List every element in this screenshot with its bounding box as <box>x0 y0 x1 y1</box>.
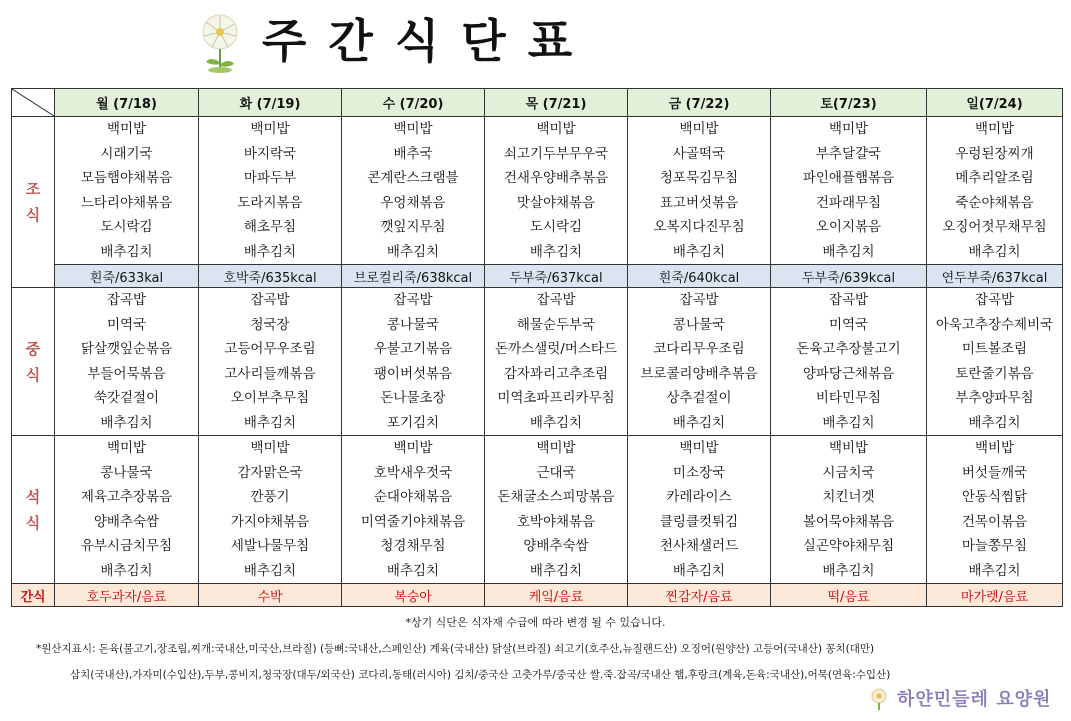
snack-label: 간식 <box>12 584 55 607</box>
porridge-cell: 흰죽/640kcal <box>628 265 771 288</box>
menu-item: 배추김치 <box>672 414 726 431</box>
menu-item: 미역국 <box>106 316 147 333</box>
menu-item: 배추국 <box>393 145 433 162</box>
menu-item: 파인애플햄볶음 <box>802 170 895 186</box>
menu-item: 마늘쫑무침 <box>961 538 1028 554</box>
menu-item: 쇠고기두부무우국 <box>503 145 609 162</box>
day-header: 월 (7/18) <box>55 89 199 117</box>
menu-item: 배추김치 <box>968 414 1021 431</box>
snack-cell: 복숭아 <box>342 584 485 607</box>
corner-cell <box>12 89 55 117</box>
porridge-row <box>12 265 1063 288</box>
menu-item: 감자맑은국 <box>237 464 303 481</box>
label-char: 조 <box>25 180 41 198</box>
menu-item: 돈육고추장불고기 <box>796 341 901 357</box>
menu-item: 잡곡밥 <box>393 292 433 308</box>
snack-cell: 수박 <box>199 584 342 607</box>
menu-item: 해초무침 <box>243 219 297 235</box>
menu-item: 백미밥 <box>250 121 290 137</box>
menu-item: 잡곡밥 <box>679 292 719 308</box>
lunch-cell <box>628 288 771 436</box>
menu-item: 제육고추장볶음 <box>80 489 173 505</box>
menu-item: 표고버섯볶음 <box>659 194 739 211</box>
dinner-cell <box>485 436 628 584</box>
menu-item: 청경채무침 <box>380 538 446 554</box>
dinner-cell <box>927 436 1063 584</box>
menu-item: 잡곡밥 <box>536 292 576 308</box>
menu-item: 미소장국 <box>672 464 726 481</box>
menu-item: 비타민무침 <box>815 390 882 406</box>
menu-item: 오징어젓무채무침 <box>942 219 1047 235</box>
menu-item: 아욱고추장수제비국 <box>935 316 1054 333</box>
menu-item: 도시락김 <box>100 219 153 235</box>
dinner-label <box>12 436 55 584</box>
menu-item: 배추김치 <box>243 414 297 431</box>
header <box>0 0 1071 86</box>
menu-item: 배추김치 <box>386 562 440 579</box>
breakfast-label <box>12 117 55 288</box>
dinner-cell <box>342 436 485 584</box>
day-header-row <box>12 89 1063 117</box>
menu-item: 백미밥 <box>393 121 433 137</box>
menu-item: 시금치국 <box>822 464 875 481</box>
day-header: 화 (7/19) <box>199 89 342 117</box>
snack-cell: 떡/음료 <box>771 584 927 607</box>
menu-item: 가지야채볶음 <box>230 513 310 530</box>
menu-item: 배추김치 <box>822 414 875 431</box>
menu-item: 배추김치 <box>243 243 297 260</box>
menu-item: 미역줄기야채볶음 <box>360 513 466 530</box>
menu-item: 배추김치 <box>386 243 440 260</box>
menu-item: 유부시금치무침 <box>80 538 173 554</box>
facility-name: 하얀민들레 요양원 <box>897 689 1052 710</box>
menu-item: 우렁된장찌개 <box>955 145 1034 162</box>
snack-cell: 케잌/음료 <box>485 584 628 607</box>
label-char: 중 <box>25 339 41 358</box>
menu-item: 배추김치 <box>529 414 583 431</box>
menu-item: 잡곡밥 <box>974 292 1015 308</box>
menu-item: 사골떡국 <box>672 145 726 162</box>
lunch-cell <box>55 288 199 436</box>
menu-item: 백미밥 <box>250 440 290 456</box>
menu-item: 감자꽈리고추조림 <box>503 365 609 382</box>
menu-item: 백미밥 <box>974 121 1015 137</box>
dinner-row <box>12 436 1063 584</box>
menu-item: 순대야채볶음 <box>373 489 453 505</box>
dinner-cell <box>199 436 342 584</box>
dinner-cell <box>55 436 199 584</box>
breakfast-cell <box>485 117 628 265</box>
day-header: 수 (7/20) <box>342 89 485 117</box>
menu-item: 건목이볶음 <box>961 513 1028 530</box>
menu-item: 백미밥 <box>536 440 576 456</box>
menu-item: 오복지다진무침 <box>653 219 745 235</box>
menu-item: 배추김치 <box>243 562 297 579</box>
menu-item: 배추김치 <box>100 562 153 579</box>
menu-item: 도라지볶음 <box>237 194 303 211</box>
menu-item: 마파두부 <box>243 170 297 186</box>
menu-item: 호박야채볶음 <box>516 513 596 530</box>
dandelion-logo-icon <box>867 687 891 711</box>
menu-item: 양파당근채볶음 <box>802 365 895 382</box>
dinner-cell <box>628 436 771 584</box>
menu-item: 배추김치 <box>672 562 726 579</box>
label-char: 식 <box>25 365 41 384</box>
menu-item: 잡곡밥 <box>828 292 869 308</box>
lunch-cell <box>927 288 1063 436</box>
lunch-cell <box>485 288 628 436</box>
label-char: 식 <box>25 513 41 532</box>
menu-item: 고등어무우조림 <box>224 341 316 357</box>
menu-item: 오이부추무침 <box>230 390 310 406</box>
menu-item: 미역초파프리카무침 <box>497 390 615 406</box>
menu-item: 배추김치 <box>968 243 1021 260</box>
menu-item: 백미밥 <box>679 440 719 456</box>
porridge-cell: 호박죽/635kcal <box>199 265 342 288</box>
menu-item: 세발나물무침 <box>230 538 310 554</box>
menu-item: 백미밥 <box>679 121 719 137</box>
menu-item: 콩나물국 <box>386 316 440 333</box>
day-header: 금 (7/22) <box>628 89 771 117</box>
breakfast-cell <box>628 117 771 265</box>
menu-item: 근대국 <box>536 464 576 481</box>
menu-item: 배추김치 <box>968 562 1021 579</box>
menu-item: 클링클컷튀김 <box>659 513 739 530</box>
breakfast-cell <box>771 117 927 265</box>
menu-item: 해물순두부국 <box>516 316 596 333</box>
snack-cell: 호두과자/음료 <box>55 584 199 607</box>
footer-logo <box>867 685 1057 715</box>
porridge-cell: 연두부죽/637kcal <box>927 265 1063 288</box>
change-notice: *상기 식단은 식자재 수급에 따라 변경 될 수 있습니다. <box>405 616 666 629</box>
menu-item: 배추김치 <box>529 243 583 260</box>
origin-info <box>36 636 1066 688</box>
menu-item: 호박새우젓국 <box>373 464 453 481</box>
menu-item: 메추리알조림 <box>955 170 1034 186</box>
menu-item: 토란줄기볶음 <box>955 365 1034 382</box>
menu-item: 코다리무우조림 <box>653 341 745 357</box>
menu-item: 시래기국 <box>100 145 153 162</box>
menu-item: 잡곡밥 <box>250 292 290 308</box>
menu-item: 배추김치 <box>100 414 153 431</box>
menu-item: 죽순야채볶음 <box>955 194 1034 211</box>
menu-item: 고사리들깨볶음 <box>224 365 316 382</box>
menu-item: 배추김치 <box>529 562 583 579</box>
porridge-cell: 흰죽/633kal <box>55 265 199 288</box>
breakfast-cell <box>199 117 342 265</box>
menu-item: 돈까스샐럿/머스타드 <box>495 341 617 357</box>
porridge-cell: 브로컬리죽/638kcal <box>342 265 485 288</box>
label-char: 석 <box>25 487 41 506</box>
menu-item: 콩나물국 <box>100 464 153 481</box>
menu-item: 백미밥 <box>106 440 147 456</box>
menu-item: 브로콜리양배추볶음 <box>640 365 758 382</box>
menu-item: 도시락김 <box>529 219 583 235</box>
dandelion-icon <box>198 12 242 74</box>
page-title: 주간식단표 <box>262 14 595 68</box>
label-char: 식 <box>25 206 41 224</box>
snack-cell: 마가렛/음료 <box>927 584 1063 607</box>
breakfast-cell <box>342 117 485 265</box>
menu-item: 포기김치 <box>386 414 440 431</box>
menu-item: 건파래무침 <box>815 194 882 211</box>
porridge-cell: 두부죽/637kcal <box>485 265 628 288</box>
menu-item: 닭살깻잎순볶음 <box>80 341 173 357</box>
breakfast-cell <box>55 117 199 265</box>
menu-item: 부추양파무침 <box>955 390 1034 406</box>
lunch-label <box>12 288 55 436</box>
porridge-cell: 두부죽/639kcal <box>771 265 927 288</box>
menu-item: 부추달걀국 <box>815 145 882 162</box>
menu-item: 깻잎지무침 <box>380 219 446 235</box>
dinner-cell <box>771 436 927 584</box>
menu-item: 백미밥 <box>828 121 869 137</box>
breakfast-row <box>12 117 1063 265</box>
menu-item: 우엉채볶음 <box>380 194 446 211</box>
menu-item: 상추겉절이 <box>666 390 732 406</box>
menu-item: 모듬햄야채볶음 <box>80 170 173 186</box>
menu-item: 쑥갓겉절이 <box>93 390 160 406</box>
menu-item: 백미밥 <box>393 440 433 456</box>
menu-item: 백미밥 <box>106 121 147 137</box>
menu-item: 실곤약야채무침 <box>802 538 895 554</box>
menu-item: 바지락국 <box>243 145 297 162</box>
menu-item: 양배추숙쌈 <box>93 513 160 530</box>
menu-item: 치킨너겟 <box>822 489 875 505</box>
menu-item: 백미밥 <box>536 121 576 137</box>
menu-item: 콩나물국 <box>672 316 726 333</box>
origin-line: 삼치(국내산),가자미(수입산),두부,콩비지,청국장(대두/외국산) 코다리,동태(러시아) 김치/중국산 고춧가루/중국산 쌀.죽.잡곡/국내산 햄,후랑크(계육,돈육:국내산),어묵(연육:수입산) <box>70 669 891 681</box>
menu-item: 맛살야채볶음 <box>516 194 596 211</box>
menu-item: 백비밥 <box>828 440 869 456</box>
lunch-row <box>12 288 1063 436</box>
menu-item: 양배추숙쌈 <box>523 538 589 554</box>
menu-item: 콘계란스크램블 <box>367 170 459 186</box>
menu-item: 카레라이스 <box>666 489 732 505</box>
menu-item: 청포묵김무침 <box>659 170 739 186</box>
menu-item: 버섯들깨국 <box>961 464 1028 481</box>
snack-cell: 찐감자/음료 <box>628 584 771 607</box>
menu-item: 천사채샐러드 <box>659 538 739 554</box>
origin-line: *원산지표시: 돈육(불고기,장조림,찌개:국내산,미국산,브라질) (등뼈:국내산,스페인산) 계육(국내산) 닭살(브라질) 쇠고기(호주산,뉴질랜드산) 오징어(원양산) 고등어(국내산) 꽁치(대만) <box>36 643 875 655</box>
menu-item: 부들어묵볶음 <box>87 365 166 382</box>
menu-item: 안동식찜닭 <box>961 489 1028 505</box>
menu-item: 미트볼조림 <box>961 341 1028 357</box>
menu-item: 우불고기볶음 <box>373 341 453 357</box>
menu-item: 볼어묵야채볶음 <box>802 513 895 530</box>
menu-item: 배추김치 <box>822 562 875 579</box>
menu-item: 돈채굴소스피망볶음 <box>497 489 615 505</box>
diagonal-line <box>12 89 54 116</box>
day-header: 목 (7/21) <box>485 89 628 117</box>
menu-item: 배추김치 <box>672 243 726 260</box>
menu-item: 미역국 <box>828 316 869 333</box>
menu-item: 돈나물초장 <box>380 390 446 406</box>
lunch-cell <box>771 288 927 436</box>
lunch-cell <box>199 288 342 436</box>
menu-item: 팽이버섯볶음 <box>373 365 453 382</box>
snack-row <box>12 584 1063 607</box>
day-header: 일(7/24) <box>927 89 1063 117</box>
menu-item: 느타리야채볶음 <box>80 194 173 211</box>
menu-item: 건새우양배추볶음 <box>503 170 609 186</box>
day-header: 토(7/23) <box>771 89 927 117</box>
breakfast-cell <box>927 117 1063 265</box>
menu-item: 잡곡밥 <box>106 292 147 308</box>
menu-item: 청국장 <box>250 316 290 333</box>
menu-item: 배추김치 <box>822 243 875 260</box>
weekly-menu-table <box>11 88 1063 607</box>
menu-item: 깐풍기 <box>250 489 290 505</box>
lunch-cell <box>342 288 485 436</box>
menu-item: 배추김치 <box>100 243 153 260</box>
menu-item: 오이지볶음 <box>815 219 882 235</box>
menu-item: 백비밥 <box>974 440 1015 456</box>
